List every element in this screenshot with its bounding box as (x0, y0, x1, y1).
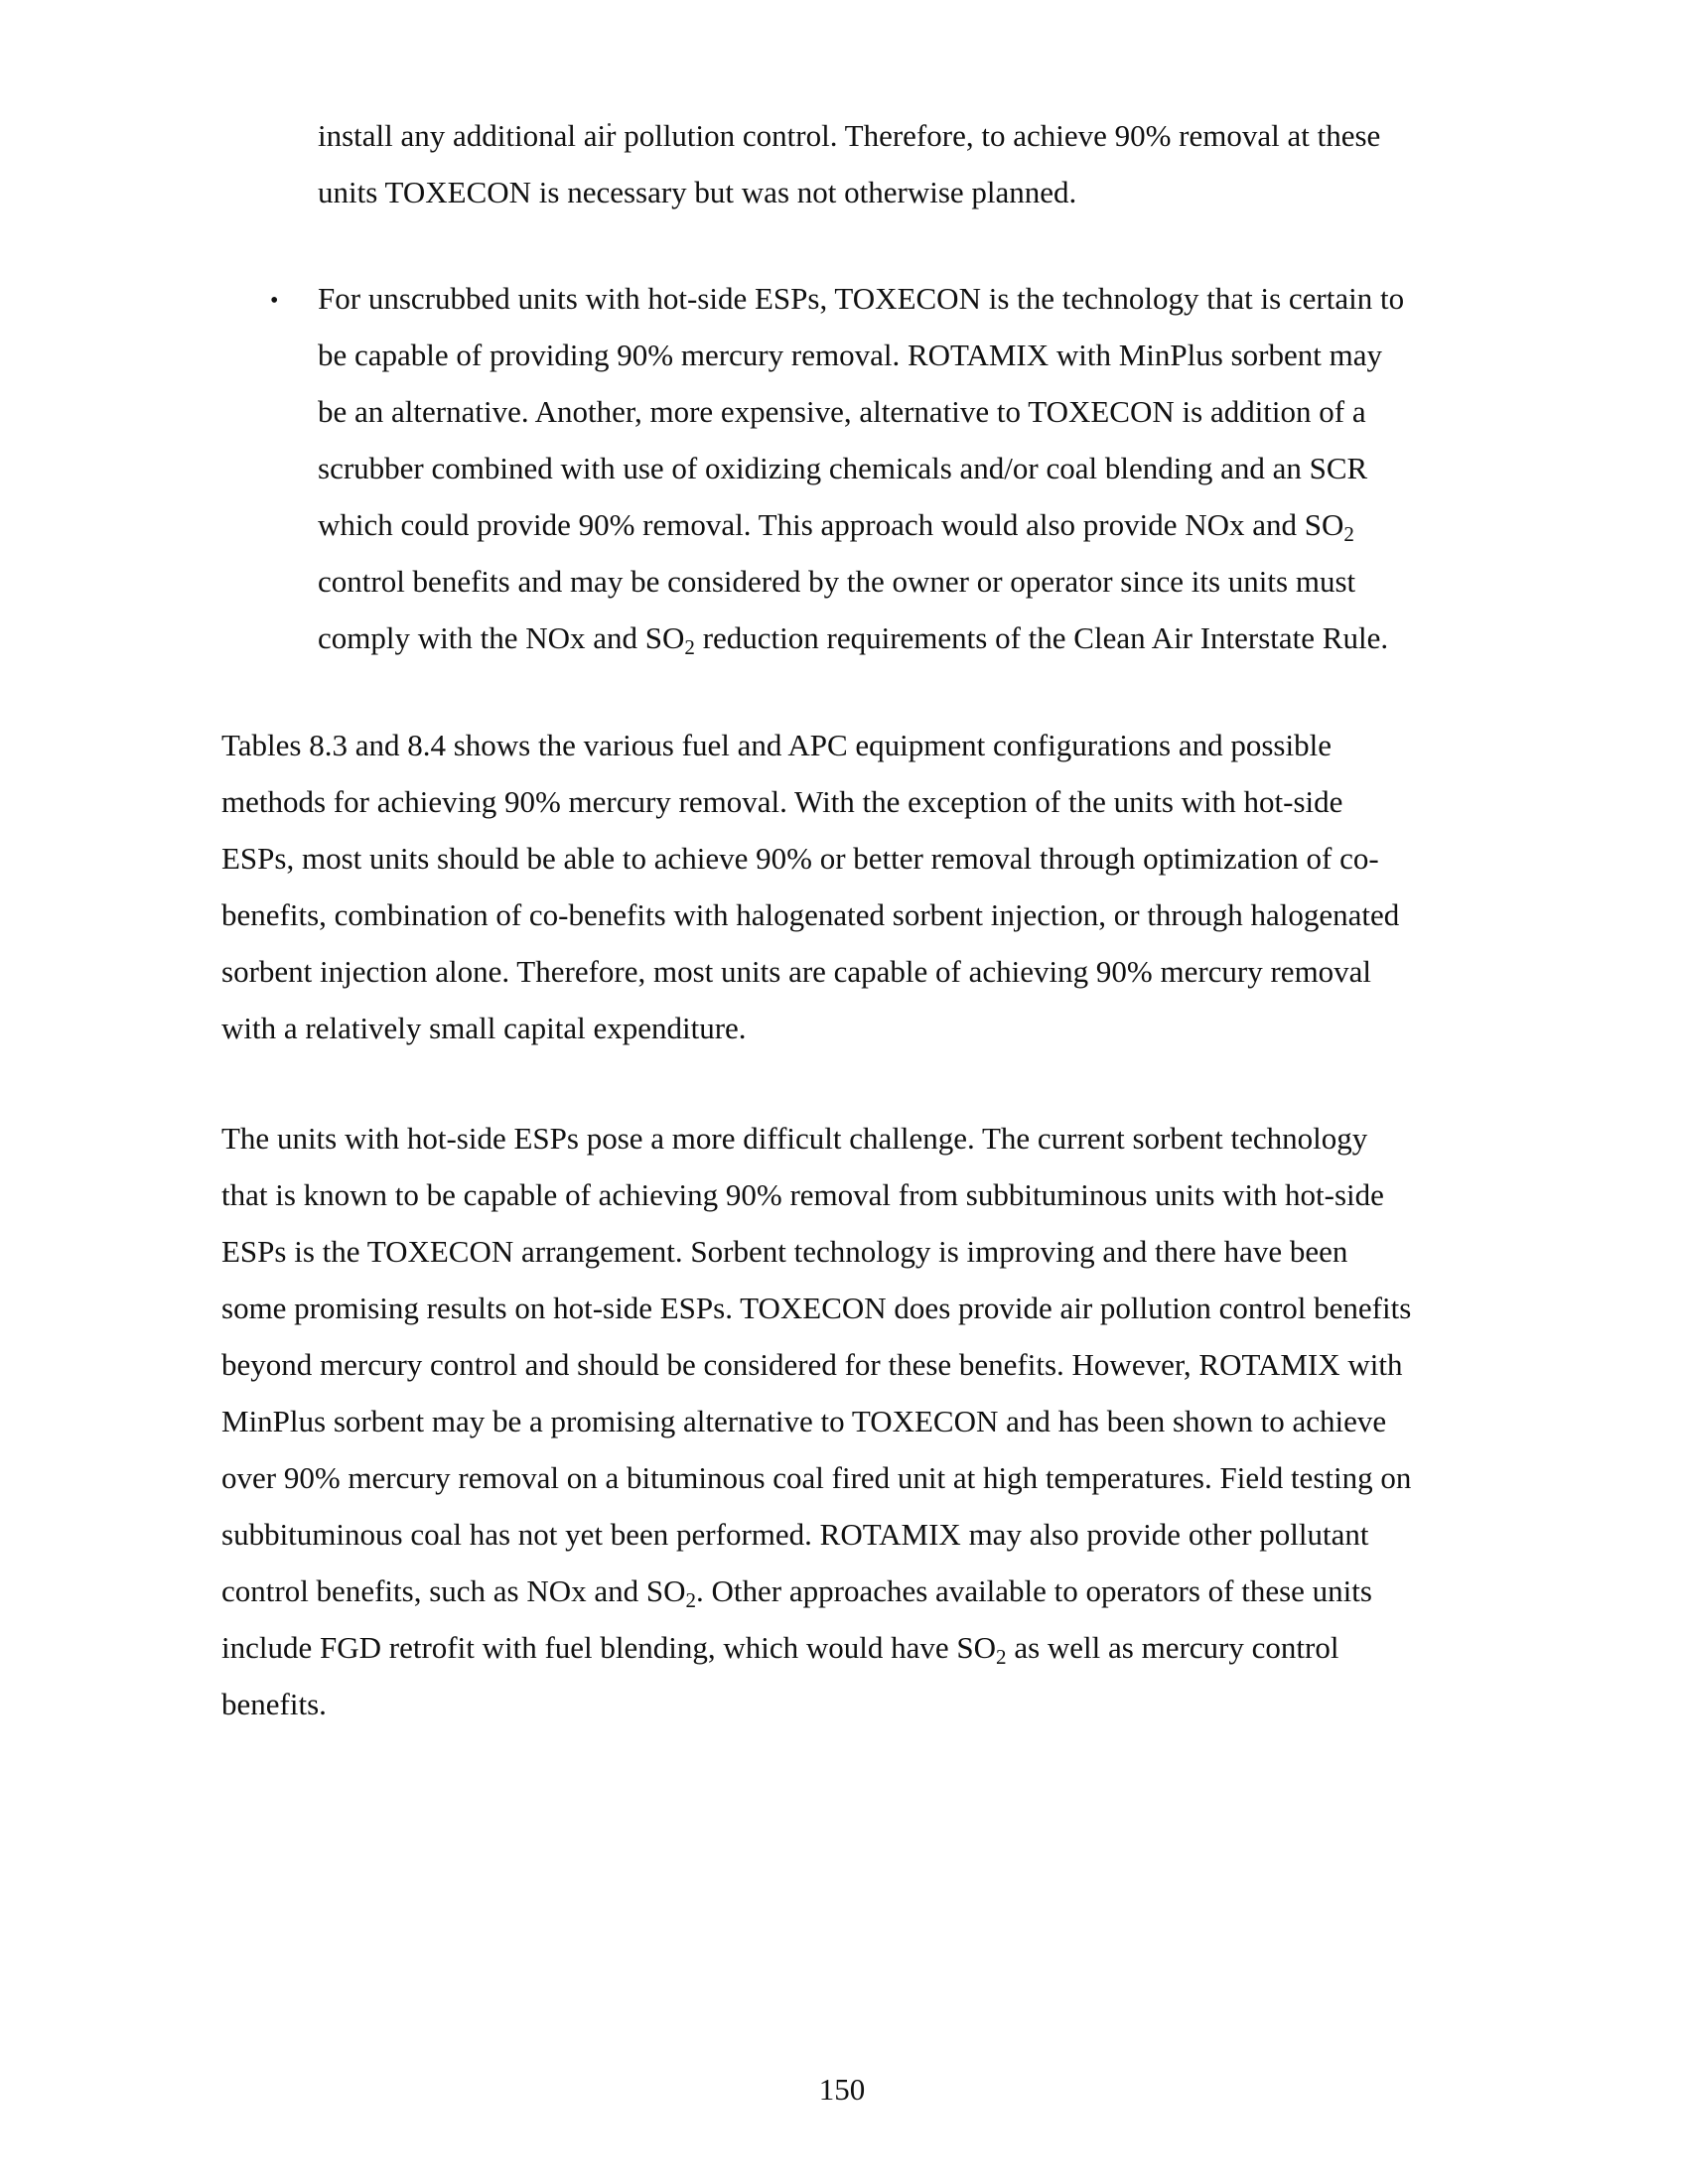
text-line: scrubber combined with use of oxidizing chemicals and/or coal blending and an SCR (318, 451, 1368, 485)
subscript: 2 (685, 1587, 697, 1612)
text-run: control benefits, such as NOx and SO (221, 1573, 686, 1608)
text-line: some promising results on hot-side ESPs. TOXECON does provide air pollution control benefits (221, 1291, 1412, 1325)
text-line: install any additional air pollution control. Therefore, to achieve 90% removal at these (318, 118, 1381, 153)
text-line: over 90% mercury removal on a bituminous coal fired unit at high temperatures. Field testing on (221, 1460, 1412, 1495)
text-line: be capable of providing 90% mercury removal. ROTAMIX with MinPlus sorbent may (318, 338, 1382, 372)
text-line: subbituminous coal has not yet been performed. ROTAMIX may also provide other pollutant (221, 1517, 1369, 1552)
text-line (318, 610, 1489, 666)
text-line: beyond mercury control and should be considered for these benefits. However, ROTAMIX with (221, 1347, 1403, 1382)
page-number: 150 (818, 2072, 866, 2107)
text-line (221, 1619, 1502, 1676)
subscript: 2 (1343, 521, 1354, 546)
text-line: with a relatively small capital expenditure. (221, 1011, 747, 1045)
text-line: benefits. (221, 1687, 327, 1721)
text-line: units TOXECON is necessary but was not otherwise planned. (318, 175, 1077, 209)
paragraph-hot-side-esps (221, 1110, 1502, 1732)
subscript: 2 (684, 634, 695, 659)
text-run: . Other approaches available to operators of these units (696, 1573, 1372, 1608)
text-line (221, 1563, 1502, 1619)
text-run: as well as mercury control (1006, 1630, 1339, 1665)
text-run: which could provide 90% removal. This approach would also provide NOx and SO (318, 507, 1344, 542)
text-line: sorbent injection alone. Therefore, most units are capable of achieving 90% mercury removal (221, 954, 1372, 989)
text-run: include FGD retrofit with fuel blending, which would have SO (221, 1630, 997, 1665)
continuation-text (318, 107, 1489, 220)
text-line: ESPs is the TOXECON arrangement. Sorbent technology is improving and there have been (221, 1234, 1348, 1269)
text-line (318, 496, 1489, 553)
bullet-marker: • (270, 288, 279, 314)
text-line: Tables 8.3 and 8.4 shows the various fuel and APC equipment configurations and possible (221, 728, 1332, 762)
paragraph-tables-summary (221, 717, 1502, 1056)
text-run: comply with the NOx and SO (318, 620, 685, 655)
text-line: control benefits and may be considered by the owner or operator since its units must (318, 564, 1356, 599)
text-line: methods for achieving 90% mercury removal. With the exception of the units with hot-side (221, 784, 1343, 819)
text-line: that is known to be capable of achieving 90% removal from subbituminous units with hot-side (221, 1177, 1384, 1212)
text-line: For unscrubbed units with hot-side ESPs, TOXECON is the technology that is certain to (318, 281, 1405, 316)
subscript: 2 (996, 1644, 1007, 1669)
text-line: be an alternative. Another, more expensive, alternative to TOXECON is addition of a (318, 394, 1366, 429)
bullet-item (318, 270, 1489, 666)
text-line: The units with hot-side ESPs pose a more difficult challenge. The current sorbent technology (221, 1121, 1368, 1156)
text-run: reduction requirements of the Clean Air Interstate Rule. (694, 620, 1389, 655)
text-line: ESPs, most units should be able to achieve 90% or better removal through optimization of co- (221, 841, 1379, 876)
text-line: MinPlus sorbent may be a promising alternative to TOXECON and has been shown to achieve (221, 1404, 1387, 1438)
text-line: benefits, combination of co-benefits with halogenated sorbent injection, or through halogenated (221, 897, 1400, 932)
